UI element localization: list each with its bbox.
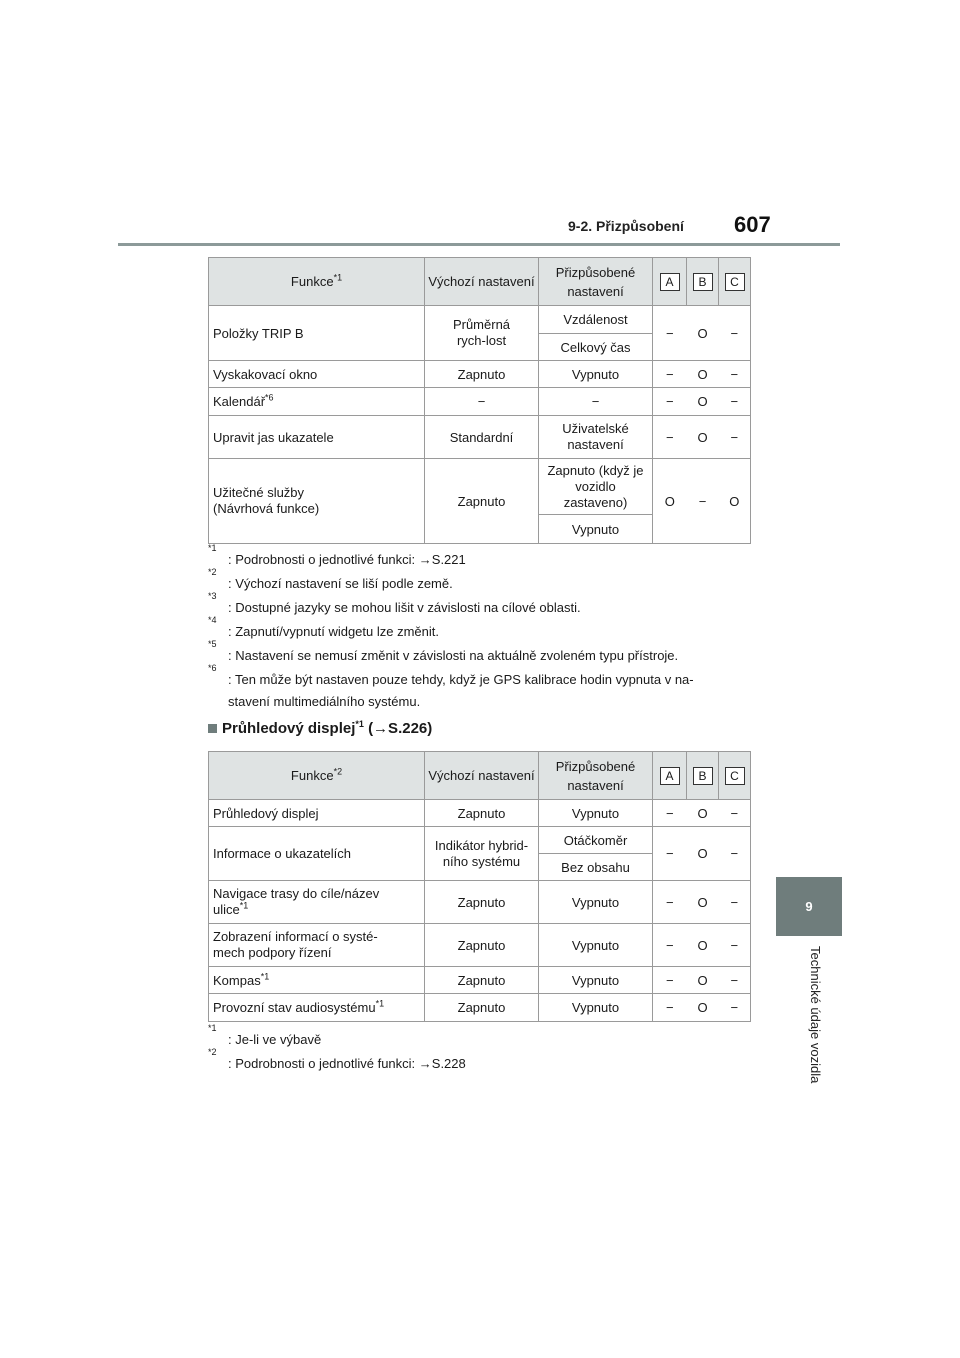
chapter-tab: 9 <box>776 877 842 936</box>
footnote: *2 : Podrobnosti o jednotlivé funkci: →S.228 <box>208 1047 466 1071</box>
header-default: Výchozí nastavení <box>425 752 539 800</box>
settings-table-2 <box>208 751 751 1022</box>
header-function: Funkce$^{*1}$ <box>209 258 425 306</box>
header-rule <box>118 243 840 246</box>
footnote: *2 : Výchozí nastavení se liší podle země. <box>208 567 453 591</box>
chapter-title: Technické údaje vozidla <box>808 946 823 1084</box>
page-number: 607 <box>734 212 771 237</box>
settings-table-1 <box>208 257 751 544</box>
header-b: B <box>687 752 719 800</box>
table-row: Provozní stav audiosystému$^{*1}$ Zapnuto Vypnuto − O − <box>209 994 751 1022</box>
footnotes-2 <box>208 1023 753 1076</box>
table-header-row <box>209 752 751 800</box>
footnote: *4 : Zapnutí/vypnutí widgetu lze změnit. <box>208 615 439 639</box>
footnote: *1 : Je-li ve výbavě <box>208 1023 322 1047</box>
table-row: Kompas$^{*1}$ Zapnuto Vypnuto − O − <box>209 967 751 994</box>
header-default: Výchozí nastavení <box>425 258 539 306</box>
header-b: B <box>687 258 719 306</box>
table-header-row <box>209 258 751 306</box>
table-row: Průhledový displej Zapnuto Vypnuto − O − <box>209 800 751 827</box>
section-title: 9-2. Přizpůsobení <box>568 218 684 234</box>
table-row: Položky TRIP B Průměrná rych-lost Vzdálenost − O − <box>209 306 751 334</box>
footnote: *1 : Podrobnosti o jednotlivé funkci: →S.221 <box>208 543 466 567</box>
footnotes-1 <box>208 543 753 712</box>
footnote: *6 : Ten může být nastaven pouze tehdy, když je GPS kalibrace hodin vypnuta v na- stavení multimediálního systému. <box>208 663 694 709</box>
header-a: A <box>653 752 687 800</box>
header-custom: Přizpůsobené nastavení <box>539 258 653 306</box>
table-row: Celkový čas <box>209 334 751 361</box>
table-row: Upravit jas ukazatele Standardní Uživatelské nastavení − O − <box>209 416 751 459</box>
table-row: Navigace trasy do cíle/název ulice$^{*1}$ Zapnuto Vypnuto − O − <box>209 881 751 924</box>
header-c: C <box>719 258 751 306</box>
header-a: A <box>653 258 687 306</box>
header-custom: Přizpůsobené nastavení <box>539 752 653 800</box>
bullet-square-icon <box>208 724 217 733</box>
table-row: Bez obsahu <box>209 854 751 881</box>
table-row: Kalendář$^{*6}$ − − − O − <box>209 388 751 416</box>
table-row: Informace o ukazatelích Indikátor hybrid-ního systému Otáčkoměr − O − <box>209 827 751 854</box>
footnote: *5 : Nastavení se nemusí změnit v závislosti na aktuálně zvoleném typu přístroje. <box>208 639 679 663</box>
footnote: *3 : Dostupné jazyky se mohou lišit v závislosti na cílové oblasti. <box>208 591 581 615</box>
table-row: Užitečné služby (Návrhová funkce) Zapnuto Zapnuto (když je vozidlo zastaveno) O − O <box>209 459 751 515</box>
header-function: Funkce$^{*2}$ <box>209 752 425 800</box>
section-heading-hud: Průhledový displej$^{*1}$ (→S.226) <box>208 720 432 737</box>
header-c: C <box>719 752 751 800</box>
table-row: Vyskakovací okno Zapnuto Vypnuto − O − <box>209 361 751 388</box>
table-row: Zobrazení informací o systé- mech podpory řízení Zapnuto Vypnuto − O − <box>209 924 751 967</box>
table-row: Vypnuto <box>209 515 751 544</box>
